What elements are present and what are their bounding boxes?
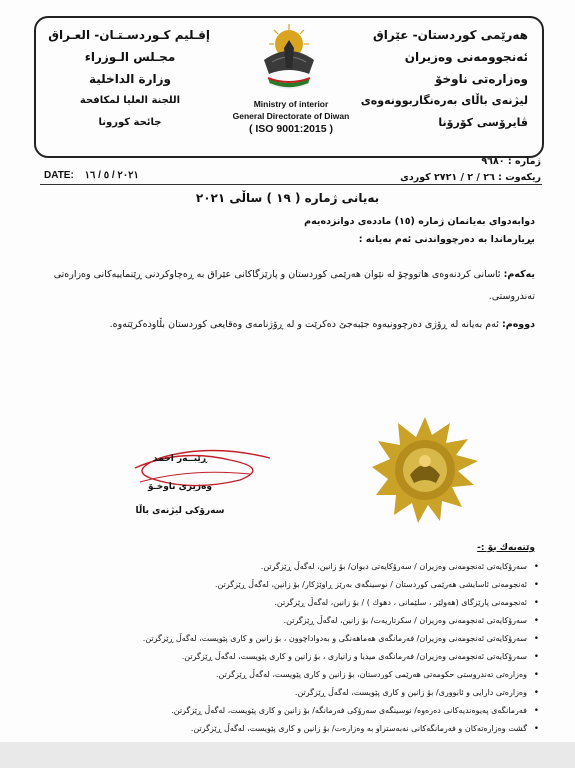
number-value: ٩٦٨٠: [481, 156, 505, 167]
date-value: ٢٠٢١ / ٥ / ١٦: [84, 170, 139, 181]
paragraph-label: دووەم:: [501, 319, 535, 330]
header-right-line: ئەنجوومەنی وەزیران: [404, 50, 528, 64]
header-right-line: لیژنەی باڵای بەرەنگاربوونەوەی: [360, 94, 528, 107]
paragraph-text: ئەم بەیانە لە ڕۆژی دەرچوونیەوە جێبەجێ دەکرێت و لە ڕۆژنامەی وەقایعی کوردستان بڵاودەکرێتەوە.: [109, 319, 499, 330]
kurdistan-emblem-icon: [254, 22, 324, 96]
header-left-line: إقـليم كـوردسـتـان- العـراق: [48, 28, 210, 42]
header-left-line: جائحة كورونا: [98, 117, 162, 128]
paragraph-text: ئاسانی کردنەوەی هاتووچۆ لە نێوان هەرێمی کوردستان و پارێزگاکانی عێراق بە ڕەچاوکردنی ڕێنماییەکانی وەزارەتی: [53, 269, 501, 280]
signer-committee: سەرۆکی لیژنەی باڵا: [135, 506, 225, 516]
directorate-name: General Directorate of Diwan: [232, 111, 350, 121]
iso-label: ( ISO 9001:2015 ): [248, 123, 334, 135]
cc-item: • ئەنجومەنی ئاسایشی هەرێمی کوردستان / نوسینگەی بەرێز ڕاوێژکار/ بۆ زانین، لەگەڵ ڕێزگرتن.: [59, 576, 539, 594]
cc-item: • سەرۆکایەتی ئەنجومەنی وەزیران / سکرتاریەت/ بۆ زانین، لەگەڵ ڕێزگرتن.: [59, 612, 539, 630]
date-ku-value: ٢٦ / ٢ / ٢٧٢١ کوردی: [400, 172, 495, 183]
date-ku-label: ریکەوت :: [498, 172, 541, 183]
cc-item: • سەرۆکایەتی ئەنجومەنی وەزیران/ فەرمانگەی میدیا و زانیاری ، بۆ زانین و کاری پێویست، لەگەڵ ڕێزگرتن.: [59, 648, 539, 666]
official-seal-icon: [370, 415, 480, 525]
letterhead-arabic: [50, 24, 210, 134]
doc-number: [400, 154, 541, 170]
header-left-line: وزارة الداخلية: [88, 72, 172, 86]
cc-item: • ئەنجومەنی پارێزگای (هەولێر ، سلێمانی ، دهوك ) / بۆ زانین، لەگەڵ ڕێزگرتن.: [59, 594, 539, 612]
letterhead-kurdish: [358, 24, 528, 134]
header-right-line: ڤایرۆسی کۆرۆنا: [438, 116, 528, 129]
paragraph-label: یەکەم:: [503, 269, 535, 280]
cc-list: [59, 558, 539, 738]
cc-item: • وەزارەتی دارایی و ئابووری/ بۆ زانین و کاری پێویست، لەگەڵ ڕێزگرتن.: [59, 684, 539, 702]
cc-heading: وێنەیەك بۆ :-: [477, 543, 535, 553]
footer-band: [0, 742, 575, 768]
cc-item: • سەرۆکایەتی ئەنجومەنی وەزیران/ فەرمانگەی هەماهەنگی و بەدواداچوون ، بۆ زانین و کاری پێویست، لەگەڵ ڕێزگرتن.: [59, 630, 539, 648]
header-right-line: وەزارەتی ناوخۆ: [434, 72, 528, 86]
cc-item: • وەزارەتی تەندروستی حکومەتی هەرێمی کوردستان، بۆ زانین و کاری پێویست، لەگەڵ ڕێزگرتن.: [59, 666, 539, 684]
signer-name: ڕێبــەر احمد: [153, 454, 207, 464]
cc-item: • فەرمانگەی پەیوەندیەکانی دەرەوە/ نوسینگەی سەرۆکی فەرمانگە/ بۆ زانین و کاری پێویست، لەگەڵ ڕێزگرتن.: [59, 702, 539, 720]
number-label: ژمارە :: [507, 156, 541, 167]
reference-block: [400, 154, 541, 186]
letterhead: [34, 16, 544, 158]
paragraph-first: [35, 264, 535, 286]
header-divider: [40, 184, 542, 185]
statement-title: بەیانی ژمارە ( ١٩ ) ساڵی ٢٠٢١: [195, 191, 380, 205]
ministry-block: [231, 98, 351, 136]
gregorian-date: [44, 170, 147, 181]
paragraph-second: [35, 314, 535, 336]
header-left-line: مجـلس الـوزراء: [84, 50, 176, 64]
signer-title: وەزیری ناوخـۆ: [147, 482, 212, 492]
paragraph-text: تەندروستی.: [488, 291, 535, 302]
cc-item: • گشت وەزارەتەکان و فەرمانگەکانی نەبەستراو بە وەزارەت/ بۆ زانین و کاری پێویست، لەگەڵ ڕێزگرتن.: [59, 720, 539, 738]
date-label: DATE:: [44, 170, 74, 181]
paragraph-first-cont: [35, 286, 535, 308]
statement-resolution: بڕیارماندا بە دەرچوواندنی ئەم بەیانە :: [358, 234, 535, 245]
header-left-line: اللجنة العليا لمكافحة: [79, 95, 181, 106]
statement-subtitle: دوابەدوای بەیانمان ژمارە (١٥) ماددەی دوانزدەیەم: [304, 216, 535, 227]
cc-item: • سەرۆکایەتی ئەنجومەنی وەزیران / سەرۆکایەتی دیوان/ بۆ زانین، لەگەڵ ڕێزگرتن.: [59, 558, 539, 576]
header-right-line: هەرێمی کوردستان- عێراق: [373, 28, 528, 42]
ministry-name: Ministry of interior: [253, 99, 329, 109]
